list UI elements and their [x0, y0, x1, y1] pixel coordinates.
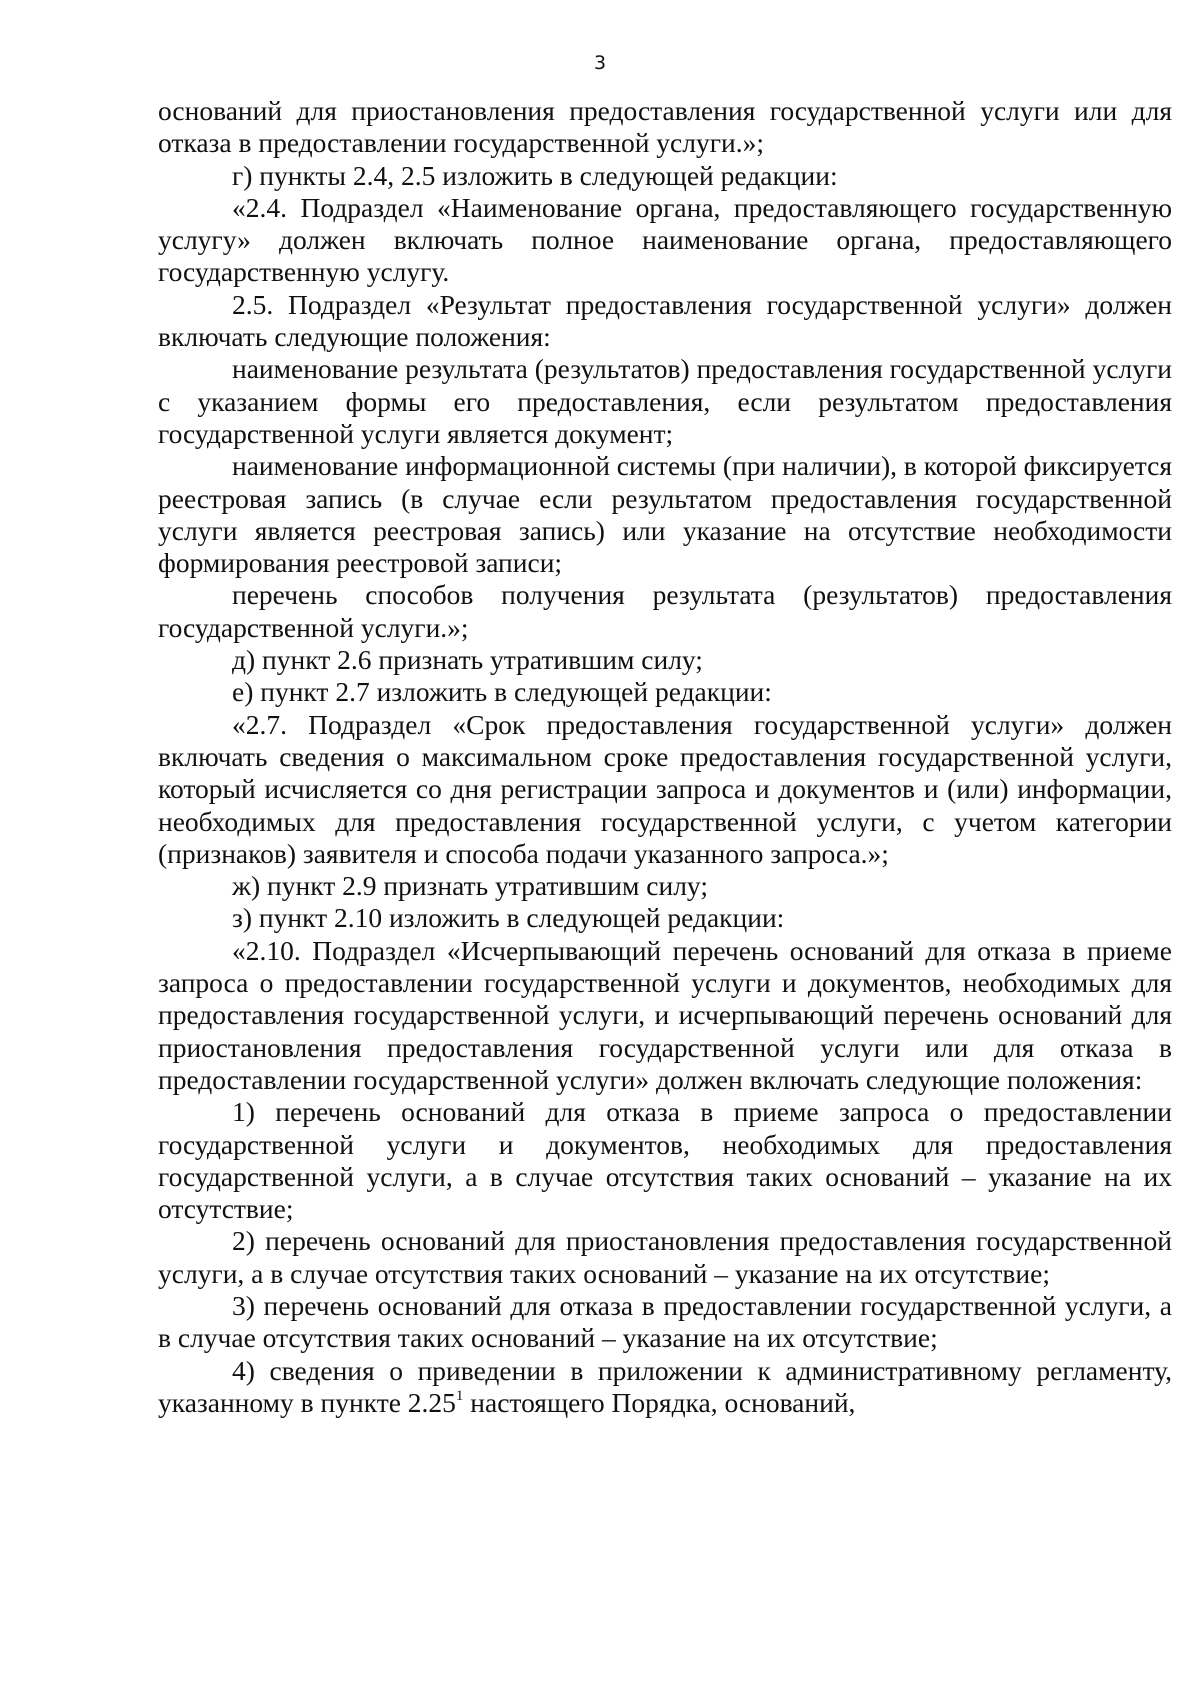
paragraph: наименование результата (результатов) предоставления государственной услуги с указанием формы его предоставления, если результатом предоставления государственной услуги является документ;	[158, 353, 1172, 449]
paragraph: ж) пункт 2.9 признать утратившим силу;	[232, 870, 708, 902]
paragraph: «2.4. Подраздел «Наименование органа, предоставляющего государственную услугу» должен включать полное наименование органа, предоставляющего государственную услугу.	[158, 191, 1172, 288]
paragraph: оснований для приостановления предоставления государственной услуги или для отказа в предоставлении государственной услуги.»;	[158, 95, 1172, 159]
paragraph: 3) перечень оснований для отказа в предоставлении государственной услуги, а в случае отсутствия таких оснований – указание на их отсутствие;	[158, 1289, 1172, 1354]
paragraph-text: 4) сведения о приведении в приложении к административному регламенту, указанному в пункте 2.25	[158, 1354, 1172, 1418]
page-number: 3	[593, 52, 607, 74]
paragraph: 1) перечень оснований для отказа в приеме запроса о предоставлении государственной услуги и документов, необходимых для предоставления государственной услуги, а в случае отсутствия таких оснований – указание на их отсутствие;	[158, 1096, 1172, 1225]
paragraph: 2.5. Подраздел «Результат предоставления государственной услуги» должен включать следующие положения:	[158, 288, 1172, 353]
paragraph: перечень способов получения результата (результатов) предоставления государственной услуги.»;	[158, 579, 1172, 643]
paragraph: з) пункт 2.10 изложить в следующей редакции:	[232, 902, 785, 934]
document-body	[158, 95, 1172, 1419]
paragraph: «2.10. Подраздел «Исчерпывающий перечень оснований для отказа в приеме запроса о предоставлении государственной услуги и документов, необходимых для предоставления государственной услуги, и исчерпывающий перечень оснований для приостановления предоставления государственной услуги или для отказа в предоставлении государственной услуги» должен включать следующие положения:	[158, 934, 1172, 1095]
paragraph: д) пункт 2.6 признать утратившим силу;	[232, 644, 703, 676]
paragraph: «2.7. Подраздел «Срок предоставления государственной услуги» должен включать сведения о максимальном сроке предоставления государственной услуги, который исчисляется со дня регистрации запроса и документов и (или) информации, необходимых для предоставления государственной услуги, с учетом категории (признаков) заявителя и способа подачи указанного запроса.»;	[158, 708, 1172, 869]
paragraph: 2) перечень оснований для приостановления предоставления государственной услуги, а в случае отсутствия таких оснований – указание на их отсутствие;	[158, 1225, 1172, 1289]
paragraph: г) пункты 2.4, 2.5 изложить в следующей редакции:	[232, 159, 838, 191]
paragraph-text: настоящего Порядка, оснований,	[463, 1386, 856, 1418]
paragraph: наименование информационной системы (при наличии), в которой фиксируется реестровая запись (в случае если результатом предоставления государственной услуги является реестровая запись) или указание на отсутствие необходимости формирования реестровой записи;	[158, 450, 1172, 579]
paragraph: е) пункт 2.7 изложить в следующей редакции:	[232, 676, 772, 708]
paragraph-last	[158, 1355, 1172, 1420]
footnote-superscript: 1	[455, 1387, 464, 1404]
